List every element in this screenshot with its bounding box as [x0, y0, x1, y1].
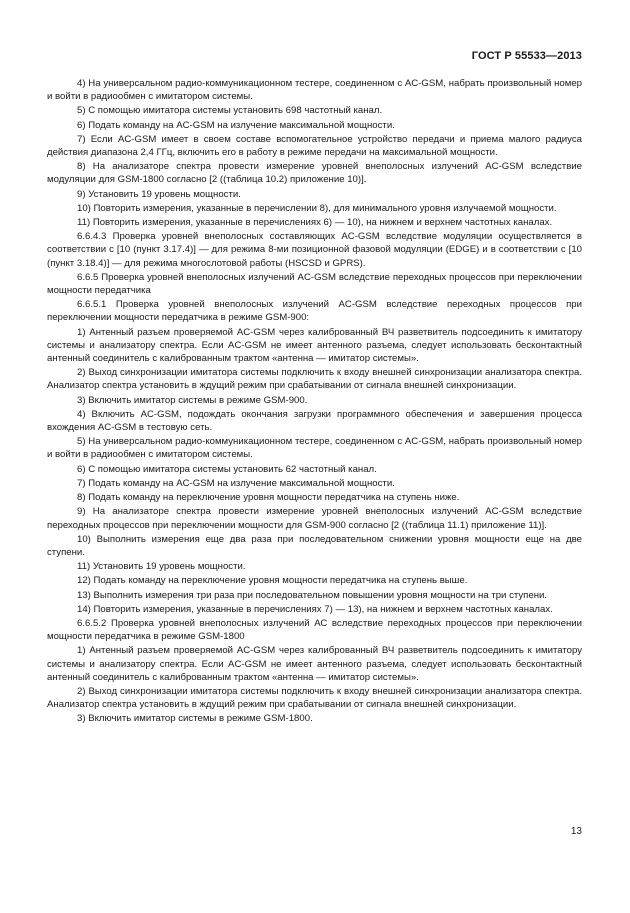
paragraph: 6) С помощью имитатора системы установить 62 частотный канал.: [77, 463, 377, 475]
paragraph: 7) Если AC-GSM имеет в своем составе вспомогательное устройство передачи и приема малого радиуса действия диапазона 2,4 ГГц, включить его в работу в режиме передачи на максимальной мощности.: [47, 133, 582, 159]
paragraph: 6.6.5 Проверка уровней внеполосных излучений AC-GSM вследствие переходных процессов при переключении мощности передатчика: [47, 271, 582, 297]
paragraph: 13) Выполнить измерения три раза при последовательном повышении уровня мощности на три ступени.: [77, 589, 548, 601]
paragraph: 1) Антенный разъем проверяемой AC-GSM через калиброванный ВЧ разветвитель подсоединить к имитатору системы и анализатору спектра. Если AC-GSM не имеет антенного разъема, следует использовать бесконтактный антенный соединитель с калиброванным трактом «антенна — имитатор системы».: [47, 326, 582, 365]
paragraph: 12) Подать команду на переключение уровня мощности передатчика на ступень выше.: [77, 575, 468, 587]
paragraph: 10) Повторить измерения, указанные в перечислении 8), для минимального уровня излучаемой мощности.: [77, 202, 557, 214]
paragraph: 11) Установить 19 уровень мощности.: [77, 561, 246, 573]
paragraph: 9) Установить 19 уровень мощности.: [77, 188, 241, 200]
paragraph: 1) Антенный разъем проверяемой AC-GSM через калиброванный ВЧ разветвитель подсоединить к имитатору системы и анализатору спектра. Если AC-GSM не имеет антенного разъема, следует использовать бесконтактный антенный соединитель с калиброванным трактом «антенна — имитатор системы».: [47, 645, 582, 683]
paragraph: 6.6.5.2 Проверка уровней внеполосных излучений АС вследствие переходных процессов при переключении мощности передатчика в режиме GSM-1800: [47, 617, 582, 643]
paragraph: 6) Подать команду на AC-GSM на излучение максимальной мощности.: [77, 119, 395, 131]
paragraph: 8) Подать команду на переключение уровня мощности передатчика на ступень ниже.: [77, 492, 460, 504]
paragraph: 14) Повторить измерения, указанные в перечислениях 7) — 13), на нижнем и верхнем частотных каналах.: [77, 603, 553, 615]
paragraph: 11) Повторить измерения, указанные в перечислениях 6) — 10), на нижнем и верхнем частотных каналах.: [77, 217, 553, 229]
paragraph: 6.6.5.1 Проверка уровней внеполосных излучений AC-GSM вследствие переходных процессов при переключении мощности передатчика в режиме GSM-900:: [47, 299, 582, 324]
paragraph: 9) На анализаторе спектра провести измерение уровней внеполосных излучений AC-GSM вследствие переходных процессов при переключении мощности для GSM-900 согласно [2 ((таблица 11.1) приложение 11)].: [47, 506, 582, 531]
paragraph: 3) Включить имитатор системы в режиме GSM-1800.: [77, 713, 313, 725]
paragraph: 8) На анализаторе спектра провести измерение уровней внеполосных излучений AC-GSM вследствие модуляции для GSM-1800 согласно [2 ((таблица 10.2) приложение 10)].: [47, 161, 582, 186]
paragraph: 4) Включить AC-GSM, подождать окончания загрузки программного обеспечения и завершения процесса вхождения AC-GSM в тестовую сеть.: [47, 408, 582, 434]
paragraph: 5) На универсальном радио-коммуникационном тестере, соединенном с AC-GSM, набрать произвольный номер и войти в радиообмен с имитатором системы.: [47, 436, 582, 461]
page-number: 13: [570, 826, 582, 837]
paragraph: 2) Выход синхронизации имитатора системы подключить к входу внешней синхронизации анализатора спектра. Анализатор спектра установить в ждущий режим при срабатывании от сигнала внешней синхронизации.: [47, 685, 582, 711]
paragraph: 3) Включить имитатор системы в режиме GSM-900.: [77, 394, 308, 406]
paragraph: 2) Выход синхронизации имитатора системы подключить к входу внешней синхронизации анализатора спектра. Анализатор спектра установить в ждущий режим при срабатывании от сигнала внешней синхронизации.: [47, 367, 582, 392]
document-header: ГОСТ Р 55533—2013: [471, 50, 582, 62]
paragraph: 4) На универсальном радио-коммуникационном тестере, соединенном с AC-GSM, набрать произвольный номер и войти в радиообмен с имитатором системы.: [47, 78, 582, 103]
document-body: [47, 77, 582, 727]
paragraph: 7) Подать команду на AC-GSM на излучение максимальной мощности.: [77, 477, 395, 489]
paragraph: 6.6.4.3 Проверка уровней внеполосных составляющих AC-GSM вследствие модуляции осуществляется в соответствии с [10 (пункт 3.17.4)] — для режима 8-ми позиционной фазовой модуляции (EDGE) и в соответствии с [10 (пункт 3.18.4)] — для режима многослотовой работы (HSCSD и GPRS).: [47, 231, 582, 269]
paragraph: 10) Выполнить измерения еще два раза при последовательном снижении уровня мощности еще на две ступени.: [47, 533, 582, 558]
paragraph: 5) С помощью имитатора системы установить 698 частотный канал.: [77, 105, 383, 117]
